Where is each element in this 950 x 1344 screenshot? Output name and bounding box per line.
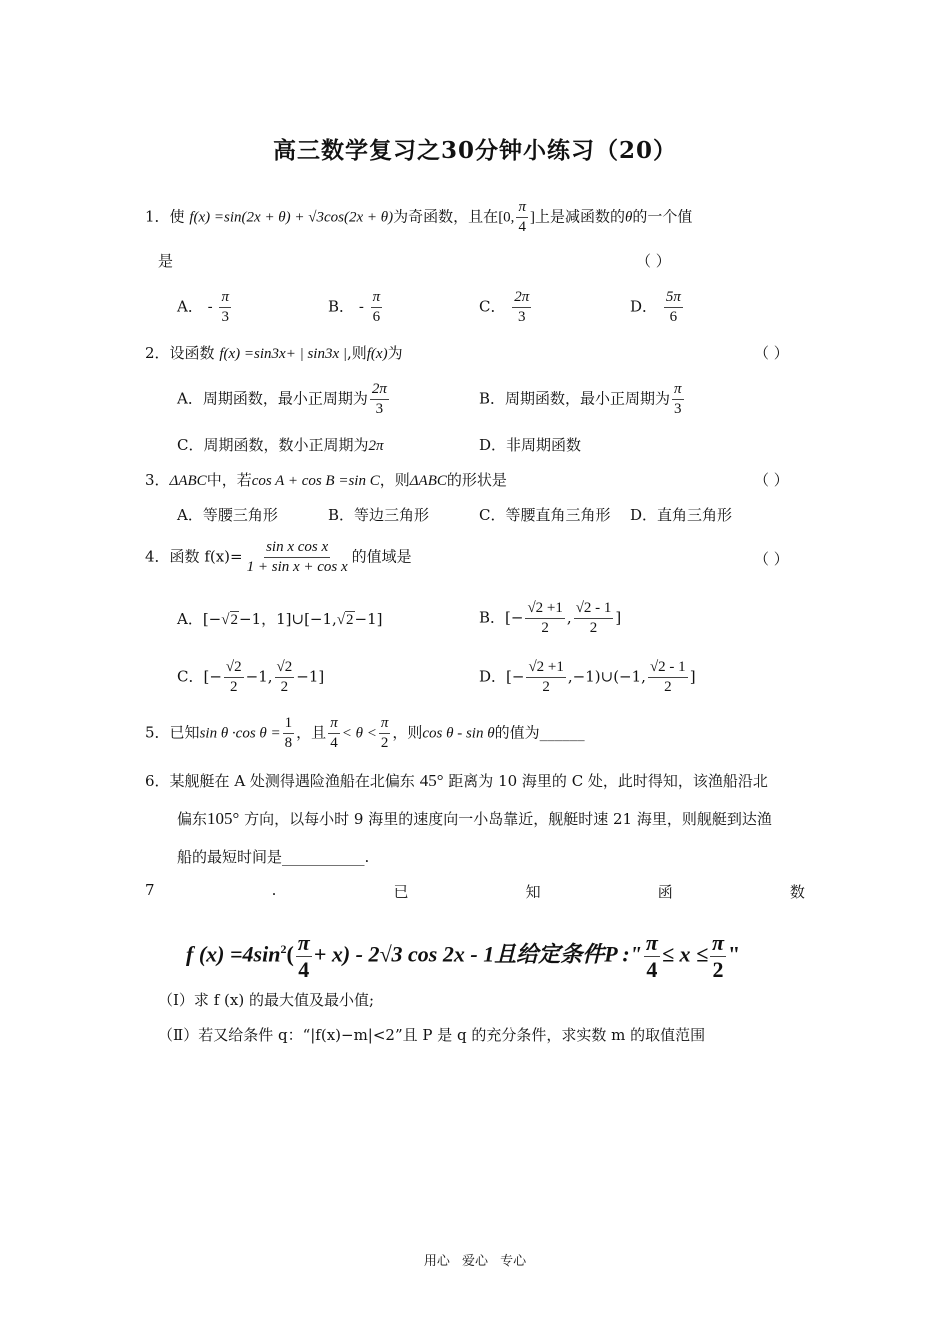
q1-function: f(x) =sin(2x + θ) + √3cos(2x + θ)	[189, 209, 394, 226]
q1-lead: 使	[169, 207, 185, 226]
q4-answer-paren: （ ）	[754, 550, 789, 568]
q1-mid: 为奇函数，且在	[393, 207, 499, 226]
q5-answer-blank: ______	[539, 723, 585, 742]
q1-option-b: B． - $\frac{\pi}{6}$	[328, 289, 381, 325]
question-6-line1: 6．某舰艇在 A 处测得遇险渔船在北偏东 45° 距离为 10 海里的 C 处，此时得知，该渔船沿北	[145, 771, 768, 790]
q1-interval-fraction: $\frac{\pi}{4}$	[518, 199, 526, 235]
q4-option-c: C．[− $\frac{√2}{2}$ −1, $\frac{√2}{2}$ −1]	[177, 659, 325, 695]
q1-interval-open: [0,	[498, 209, 515, 226]
question-7-heading: 7 . 已 知 函 数	[145, 881, 805, 901]
q4-option-b: B．[− $\frac{√2 +1}{2}$ , $\frac{√2 - 1}{2}$ ]	[479, 600, 622, 636]
q2-option-b: B．周期函数，最小正周期为 $\frac{\pi}{3}$	[479, 381, 682, 417]
q1-interval-close: ]	[529, 209, 535, 226]
page-footer: 用心 爱心 专心	[423, 1254, 527, 1269]
q3-option-d: D．直角三角形	[630, 506, 733, 524]
q4-option-d: D．[− $\frac{√2 +1}{2}$ ,−1)∪(−1, $\frac{√2 - 1}{2}$ ]	[479, 659, 696, 695]
q1-line2: 是	[158, 252, 174, 270]
question-4: 4．函数 f(x)= $\frac{\text{sin x cos x}}{\text{1 + sin x + cos x}}$ 的值域是	[145, 539, 412, 575]
question-6-line2: 偏东105° 方向，以每小时 9 海里的速度向一小岛靠近，舰艇时速 21 海里，则舰艇到达渔	[177, 809, 772, 828]
q3-option-b: B．等边三角形	[328, 506, 430, 524]
question-1	[145, 198, 692, 237]
q3-answer-paren: （ ）	[754, 471, 789, 489]
question-3: 3．ΔABC中，若cos A + cos B =sin C，则ΔABC的形状是	[145, 471, 507, 489]
q7-part-1: （Ⅰ）求 f (x) 的最大值及最小值;	[158, 991, 374, 1009]
question-6-line3: 船的最短时间是___________.	[177, 848, 370, 866]
q1-option-c: C． $\frac{2\pi}{3}$	[479, 289, 530, 325]
q1-theta: θ	[624, 209, 633, 226]
question-2: 2．设函数 f(x) =sin3x+ | sin3x |,则f(x)为	[145, 344, 403, 362]
question-5: 5．已知sin θ ·cos θ = $\frac{1}{8}$ ，且 $\frac{\pi}{4}$ < θ < $\frac{\pi}{2}$ ，则cos θ - sin θ的值为______	[145, 715, 585, 751]
q1-answer-paren: （ ）	[636, 252, 671, 270]
q4-fraction: $\frac{\text{sin x cos x}}{\text{1 + sin x + cos x}}$	[246, 539, 348, 575]
q1-option-a: A． - $\frac{\pi}{3}$	[177, 289, 229, 325]
q1-tail: 上是减函数的	[534, 207, 625, 226]
q3-option-a: A．等腰三角形	[177, 506, 278, 524]
q3-option-c: C．等腰直角三角形	[479, 506, 611, 524]
q2-function: f(x) =sin3x+ | sin3x |	[219, 346, 347, 362]
q4-option-a: A．[−√2−1，1]∪[−1,√2−1]	[177, 610, 383, 628]
q2-option-a: A．周期函数，最小正周期为 $\frac{2\pi}{3}$	[177, 381, 387, 417]
page-title: 高三数学复习之30分钟小练习（20）	[272, 137, 677, 164]
q2-option-d: D．非周期函数	[479, 436, 582, 454]
q2-option-c: C．周期函数，数小正周期为2π	[177, 436, 384, 454]
q7-part-2: （Ⅱ）若又给条件 q：“|f(x)−m|<2”且 P 是 q 的充分条件，求实数 m 的取值范围	[158, 1026, 706, 1044]
q2-answer-paren: （ ）	[754, 344, 789, 362]
q7-formula: f $(x) =4\sin^2$( $\frac{\pi}{4}$ + x) - 2√3 cos 2x - 1且给定条件P :" $\frac{\pi}{4}$ ≤ x ≤ $\frac{\pi}{2}$ "	[186, 930, 741, 982]
q3-equation: cos A + cos B =sin C	[251, 473, 380, 489]
q1-tail2: 的一个值	[632, 207, 693, 226]
q1-number: 1．	[145, 207, 170, 226]
q1-option-d: D． $\frac{5\pi}{6}$	[630, 289, 681, 325]
